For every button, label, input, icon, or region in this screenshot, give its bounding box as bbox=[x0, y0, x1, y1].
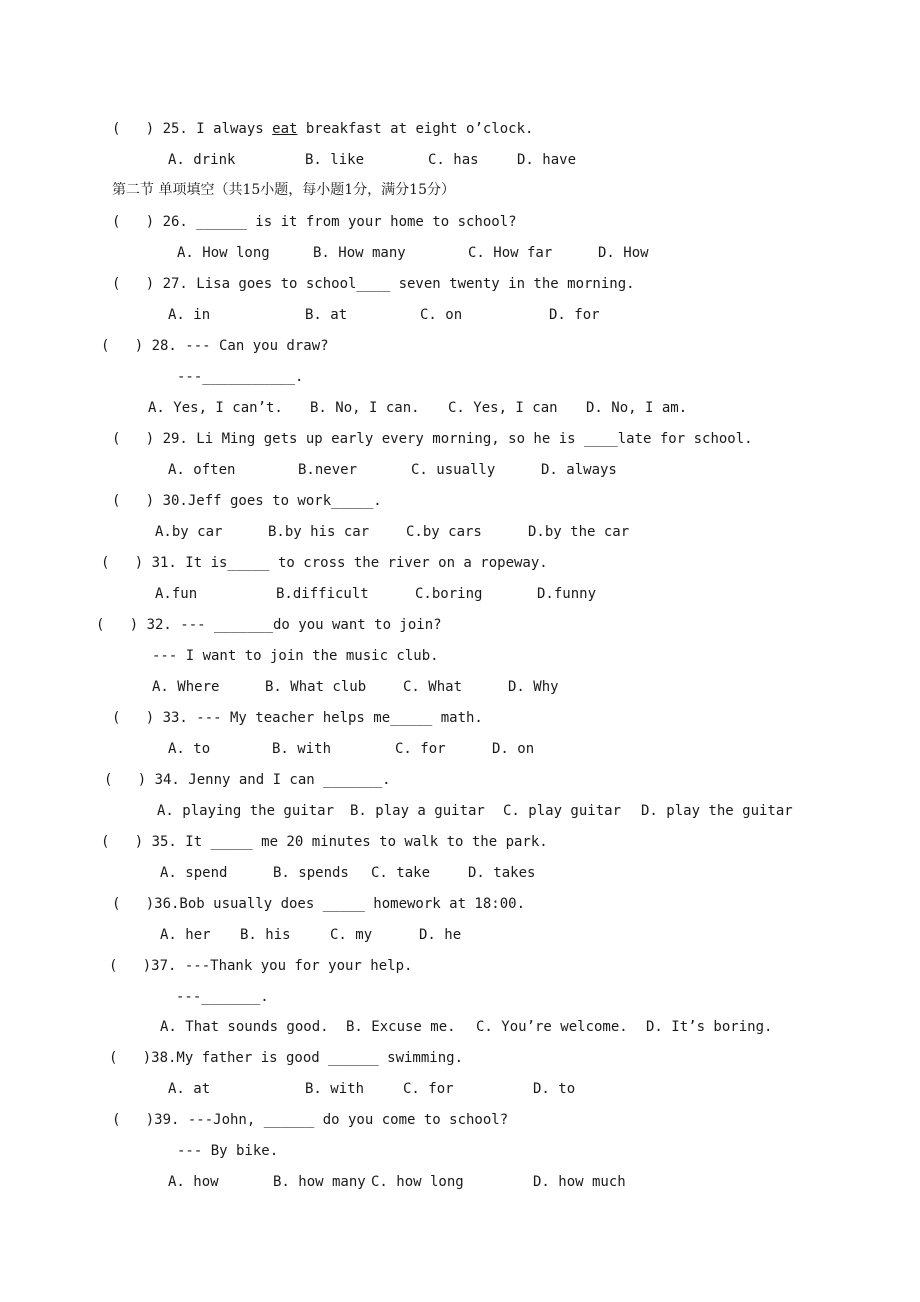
option-a: A.fun bbox=[155, 586, 198, 602]
question-34-stem: ( ) 34. Jenny and I can _______. bbox=[104, 772, 391, 788]
answer-blank: ---___________. bbox=[177, 369, 304, 385]
option-c: C. usually bbox=[411, 462, 496, 478]
underlined-word: eat bbox=[272, 121, 298, 137]
option-d: D. It’s boring. bbox=[646, 1019, 773, 1035]
option-c: C. my bbox=[330, 927, 373, 943]
option-b: B.by his car bbox=[268, 524, 370, 540]
option-a: A. Where bbox=[152, 679, 220, 695]
option-a: A. playing the guitar bbox=[157, 803, 335, 819]
option-c: C. How far bbox=[468, 245, 553, 261]
question-36-stem: ( )36.Bob usually does _____ homework at 18:00. bbox=[112, 896, 526, 912]
question-33-stem: ( ) 33. --- My teacher helps me_____ math. bbox=[112, 710, 483, 726]
option-a: A. at bbox=[168, 1081, 211, 1097]
section-heading: 第二节 单项填空（共15小题，每小题1分，满分15分） bbox=[112, 182, 455, 198]
option-c: C. take bbox=[371, 865, 431, 881]
option-a: A. How long bbox=[177, 245, 270, 261]
option-d: D. Why bbox=[508, 679, 559, 695]
option-b: B. No, I can. bbox=[310, 400, 420, 416]
question-39-stem: ( )39. ---John, ______ do you come to school? bbox=[112, 1112, 509, 1128]
option-c: C. You’re welcome. bbox=[476, 1019, 628, 1035]
option-b: B.never bbox=[298, 462, 358, 478]
option-c: C.boring bbox=[415, 586, 483, 602]
option-d: D. always bbox=[541, 462, 617, 478]
option-d: D. have bbox=[517, 152, 577, 168]
option-c: C. on bbox=[420, 307, 463, 323]
option-a: A.by car bbox=[155, 524, 223, 540]
option-b: B. with bbox=[272, 741, 332, 757]
option-b: B. his bbox=[240, 927, 291, 943]
question-27-stem: ( ) 27. Lisa goes to school____ seven twenty in the morning. bbox=[112, 276, 635, 292]
option-b: B. What club bbox=[265, 679, 367, 695]
option-a: A. how bbox=[168, 1174, 219, 1190]
option-a: A. That sounds good. bbox=[160, 1019, 329, 1035]
answer-line: --- By bike. bbox=[177, 1143, 279, 1159]
option-c: C. play guitar bbox=[503, 803, 622, 819]
option-d: D. he bbox=[419, 927, 462, 943]
answer-blank: ---_______. bbox=[176, 989, 269, 1005]
question-30-stem: ( ) 30.Jeff goes to work_____. bbox=[112, 493, 382, 509]
option-d: D.funny bbox=[537, 586, 597, 602]
stem-part: breakfast at eight o’clock. bbox=[297, 121, 534, 137]
option-d: D. to bbox=[533, 1081, 576, 1097]
option-a: A. spend bbox=[160, 865, 228, 881]
option-a: A. often bbox=[168, 462, 236, 478]
option-d: D. How bbox=[598, 245, 649, 261]
question-38-stem: ( )38.My father is good ______ swimming. bbox=[109, 1050, 464, 1066]
question-37-stem: ( )37. ---Thank you for your help. bbox=[109, 958, 413, 974]
question-25-stem bbox=[112, 120, 533, 138]
option-c: C.by cars bbox=[406, 524, 482, 540]
answer-line: --- I want to join the music club. bbox=[152, 648, 439, 664]
option-d: D. play the guitar bbox=[641, 803, 793, 819]
option-b: B. at bbox=[305, 307, 348, 323]
option-c: C. has bbox=[428, 152, 479, 168]
option-a: A. to bbox=[168, 741, 211, 757]
question-31-stem: ( ) 31. It is_____ to cross the river on a ropeway. bbox=[101, 555, 548, 571]
option-a: A. in bbox=[168, 307, 211, 323]
option-b: B. play a guitar bbox=[350, 803, 485, 819]
option-b: B. with bbox=[305, 1081, 365, 1097]
option-b: B. How many bbox=[313, 245, 406, 261]
question-32-stem: ( ) 32. --- _______do you want to join? bbox=[96, 617, 442, 633]
option-c: C. for bbox=[395, 741, 446, 757]
option-c: C. how long bbox=[371, 1174, 464, 1190]
option-a: A. her bbox=[160, 927, 211, 943]
option-d: D. on bbox=[492, 741, 535, 757]
option-b: B. how many bbox=[273, 1174, 366, 1190]
question-26-stem: ( ) 26. ______ is it from your home to school? bbox=[112, 214, 517, 230]
question-28-stem: ( ) 28. --- Can you draw? bbox=[101, 338, 329, 354]
option-b: B. Excuse me. bbox=[346, 1019, 456, 1035]
option-a: A. drink bbox=[168, 152, 236, 168]
question-29-stem: ( ) 29. Li Ming gets up early every morning, so he is ____late for school. bbox=[112, 431, 753, 447]
option-d: D. for bbox=[549, 307, 600, 323]
option-d: D. how much bbox=[533, 1174, 626, 1190]
option-c: C. What bbox=[403, 679, 463, 695]
option-b: B. spends bbox=[273, 865, 349, 881]
question-35-stem: ( ) 35. It _____ me 20 minutes to walk to the park. bbox=[101, 834, 548, 850]
option-b: B.difficult bbox=[276, 586, 369, 602]
option-a: A. Yes, I can’t. bbox=[148, 400, 283, 416]
option-d: D. takes bbox=[468, 865, 536, 881]
option-c: C. Yes, I can bbox=[448, 400, 558, 416]
stem-part: ( ) 25. I always bbox=[112, 121, 273, 137]
option-c: C. for bbox=[403, 1081, 454, 1097]
option-d: D. No, I am. bbox=[586, 400, 688, 416]
option-b: B. like bbox=[305, 152, 365, 168]
option-d: D.by the car bbox=[528, 524, 630, 540]
